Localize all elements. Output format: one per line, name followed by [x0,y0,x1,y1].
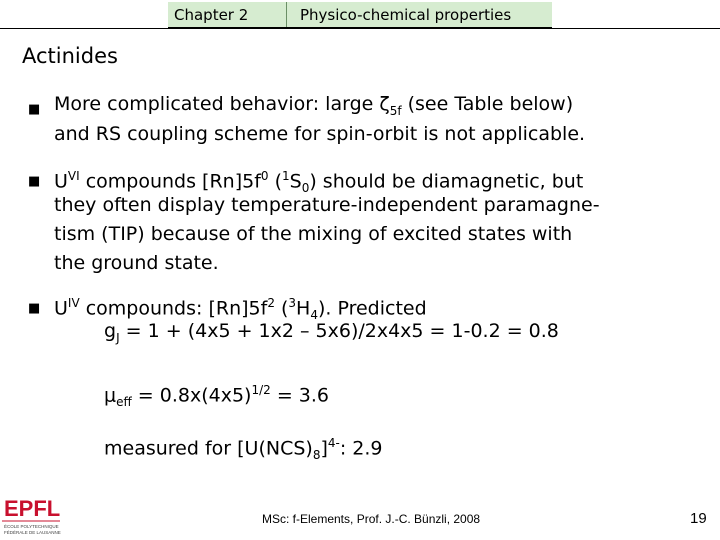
bullet-marker: ■ [28,102,41,117]
logo-line-1: ÉCOLE POLYTECHNIQUE [4,524,59,529]
epfl-logo [0,490,82,540]
page-number: 19 [690,510,707,527]
measured-value: measured for $[U(NCS)_8]^{4-}$: 2.9 [104,436,383,463]
bullet-marker: ■ [28,301,41,316]
bullet-2-line-2: they often display temperature-independent paramagne- [54,194,600,216]
footer-credit: MSc: f-Elements, Prof. J.-C. Bünzli, 2008 [262,512,481,526]
logo-wordmark: EPFL [4,496,61,521]
chapter-header [168,2,552,29]
chapter-label: Chapter 2 [174,6,249,24]
bullet-3-line-1: $U^{IV}$ compounds: $[Rn]5f^2$ $(^3H_4)$. Predicted [54,296,427,323]
bullet-marker: ■ [28,174,41,189]
header-divider [286,2,287,27]
chapter-title: Physico-chemical properties [300,6,512,24]
bullet-2-line-1: $U^{VI}$ compounds $[Rn]5f^0$ $(^1S_0)$ should be diamagnetic, but [54,169,584,196]
mu-eff-equation: $\mu_{eff} = 0.8x(4x5)^{1/2} = 3.6$ [104,383,329,410]
bullet-2-line-4: the ground state. [54,252,219,274]
logo-line-2: FÉDÉRALE DE LAUSANNE [4,530,61,535]
bullet-1-line-2: and RS coupling scheme for spin-orbit is not applicable. [54,123,586,145]
bullet-2-line-3: tism (TIP) because of the mixing of excited states with [54,223,573,245]
section-title: Actinides [22,44,118,68]
bullet-1-line-1: More complicated behavior: large $\zeta_{5f}$ (see Table below) [54,93,574,118]
gj-equation: $g_J = 1 + (4x5 + 1x2 - 5x6)/2x4x5 = 1-0.2 = 0.8$ [104,320,559,345]
